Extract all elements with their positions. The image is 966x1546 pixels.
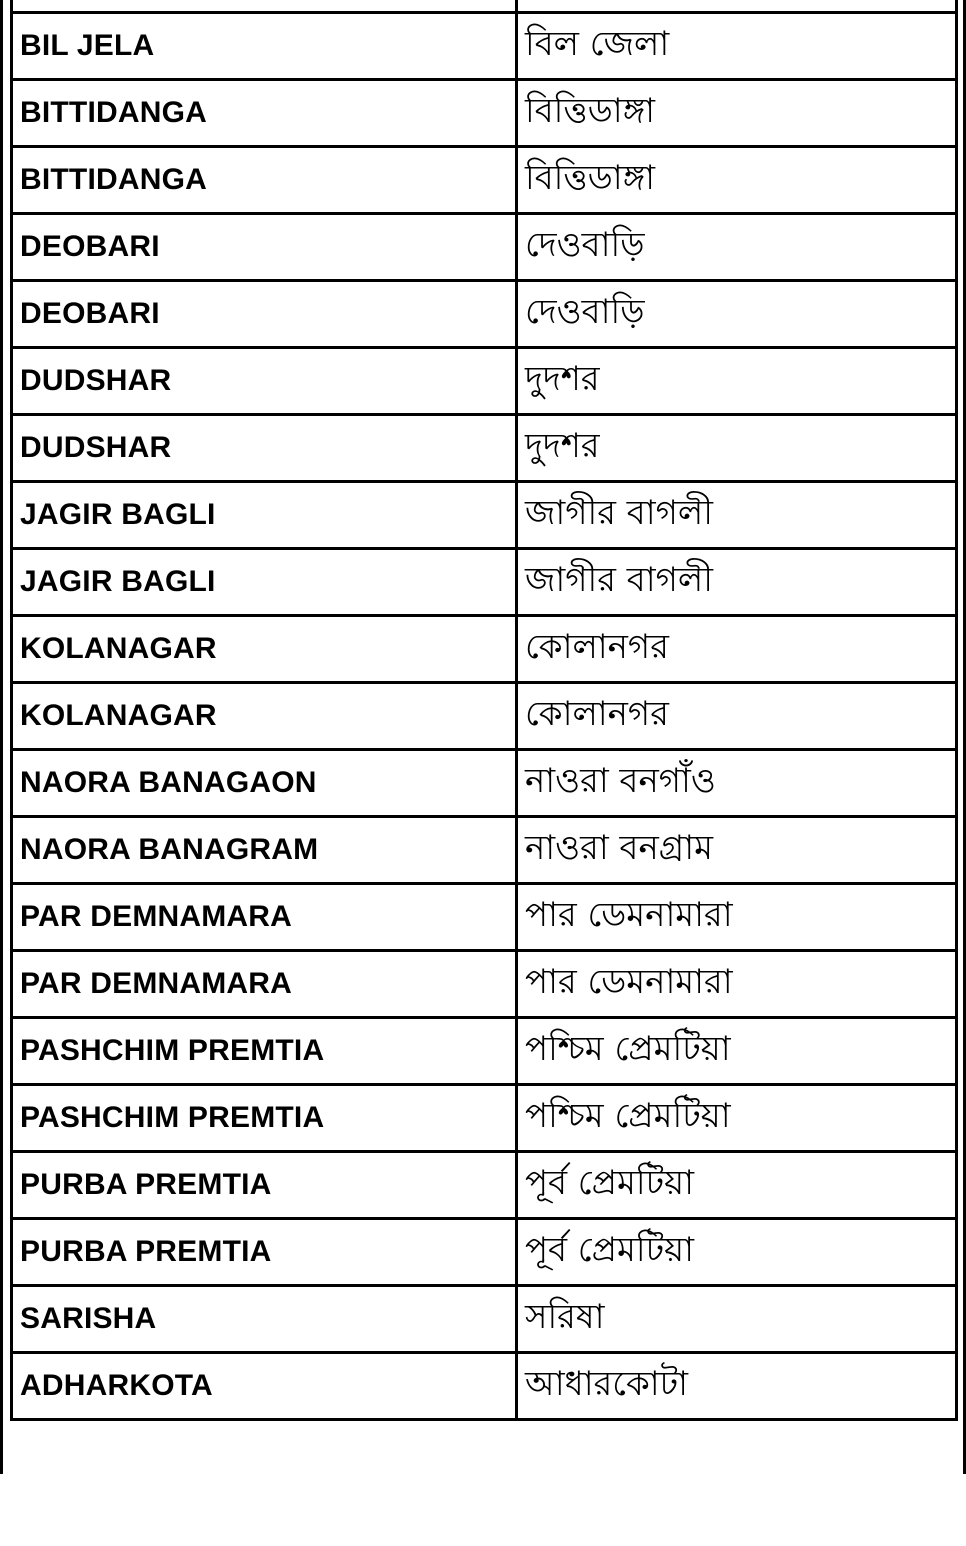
table-cell-bengali: নাওরা বনগাঁও bbox=[517, 750, 957, 817]
table-row bbox=[12, 616, 957, 683]
table-cell-bengali: সরিষা bbox=[517, 1286, 957, 1353]
table-cell-english: SARISHA bbox=[12, 1286, 517, 1353]
table-row bbox=[12, 1018, 957, 1085]
village-name-table bbox=[10, 0, 958, 1421]
table-cell-bengali: জাগীর বাগলী bbox=[517, 549, 957, 616]
table-cell-bengali: পার ডেমনামারা bbox=[517, 884, 957, 951]
table-cell-bengali: পূর্ব প্রেমটিয়া bbox=[517, 1219, 957, 1286]
table-row bbox=[12, 750, 957, 817]
table-cell-bengali: পশ্চিম প্রেমটিয়া bbox=[517, 1018, 957, 1085]
table-row bbox=[12, 348, 957, 415]
table-row bbox=[12, 1353, 957, 1420]
table-row-partial bbox=[12, 0, 957, 13]
table-row bbox=[12, 817, 957, 884]
table-cell-english: PASHCHIM PREMTIA bbox=[12, 1018, 517, 1085]
table-row bbox=[12, 482, 957, 549]
table-row bbox=[12, 1286, 957, 1353]
table-cell-english: NAORA BANAGAON bbox=[12, 750, 517, 817]
table-cell-bengali bbox=[517, 0, 957, 13]
table-cell-english: KOLANAGAR bbox=[12, 616, 517, 683]
table-row bbox=[12, 1152, 957, 1219]
table-cell-english: PURBA PREMTIA bbox=[12, 1219, 517, 1286]
table-row bbox=[12, 884, 957, 951]
table-cell-english: PAR DEMNAMARA bbox=[12, 951, 517, 1018]
table-row bbox=[12, 147, 957, 214]
table-cell-english: PURBA PREMTIA bbox=[12, 1152, 517, 1219]
table-cell-english: BITTIDANGA bbox=[12, 147, 517, 214]
table-cell-english: ADHARKOTA bbox=[12, 1353, 517, 1420]
table-cell-bengali: জাগীর বাগলী bbox=[517, 482, 957, 549]
table-cell-bengali: দুদশর bbox=[517, 415, 957, 482]
table-cell-bengali: দেওবাড়ি bbox=[517, 281, 957, 348]
table-cell-bengali: পূর্ব প্রেমটিয়া bbox=[517, 1152, 957, 1219]
table-cell-english: KOLANAGAR bbox=[12, 683, 517, 750]
table-cell-english: JAGIR BAGLI bbox=[12, 482, 517, 549]
table-cell-english: DEOBARI bbox=[12, 214, 517, 281]
table-cell-english: PASHCHIM PREMTIA bbox=[12, 1085, 517, 1152]
table-body bbox=[12, 0, 957, 1420]
table-cell-bengali: নাওরা বনগ্রাম bbox=[517, 817, 957, 884]
table-cell-english: BIL JELA bbox=[12, 13, 517, 80]
table-cell-bengali: দুদশর bbox=[517, 348, 957, 415]
table-row bbox=[12, 13, 957, 80]
table-cell-english: DEOBARI bbox=[12, 281, 517, 348]
table-row bbox=[12, 951, 957, 1018]
table-cell-bengali: কোলানগর bbox=[517, 683, 957, 750]
table-row bbox=[12, 1219, 957, 1286]
table-cell-english bbox=[12, 0, 517, 13]
table-row bbox=[12, 415, 957, 482]
table-cell-english: DUDSHAR bbox=[12, 348, 517, 415]
table-row bbox=[12, 1085, 957, 1152]
table-row bbox=[12, 683, 957, 750]
table-cell-english: NAORA BANAGRAM bbox=[12, 817, 517, 884]
table-cell-bengali: পশ্চিম প্রেমটিয়া bbox=[517, 1085, 957, 1152]
table-cell-english: PAR DEMNAMARA bbox=[12, 884, 517, 951]
left-column-border bbox=[0, 0, 3, 1474]
table-cell-english: DUDSHAR bbox=[12, 415, 517, 482]
table-cell-bengali: বিত্তিডাঙ্গা bbox=[517, 147, 957, 214]
table-row bbox=[12, 214, 957, 281]
table-cell-bengali: আধারকোটা bbox=[517, 1353, 957, 1420]
table-cell-english: BITTIDANGA bbox=[12, 80, 517, 147]
table-row bbox=[12, 549, 957, 616]
table-cell-bengali: বিল জেলা bbox=[517, 13, 957, 80]
table-cell-english: JAGIR BAGLI bbox=[12, 549, 517, 616]
table-cell-bengali: দেওবাড়ি bbox=[517, 214, 957, 281]
table-cell-bengali: কোলানগর bbox=[517, 616, 957, 683]
table-row bbox=[12, 281, 957, 348]
table-cell-bengali: বিত্তিডাঙ্গা bbox=[517, 80, 957, 147]
table-cell-bengali: পার ডেমনামারা bbox=[517, 951, 957, 1018]
table-row bbox=[12, 80, 957, 147]
